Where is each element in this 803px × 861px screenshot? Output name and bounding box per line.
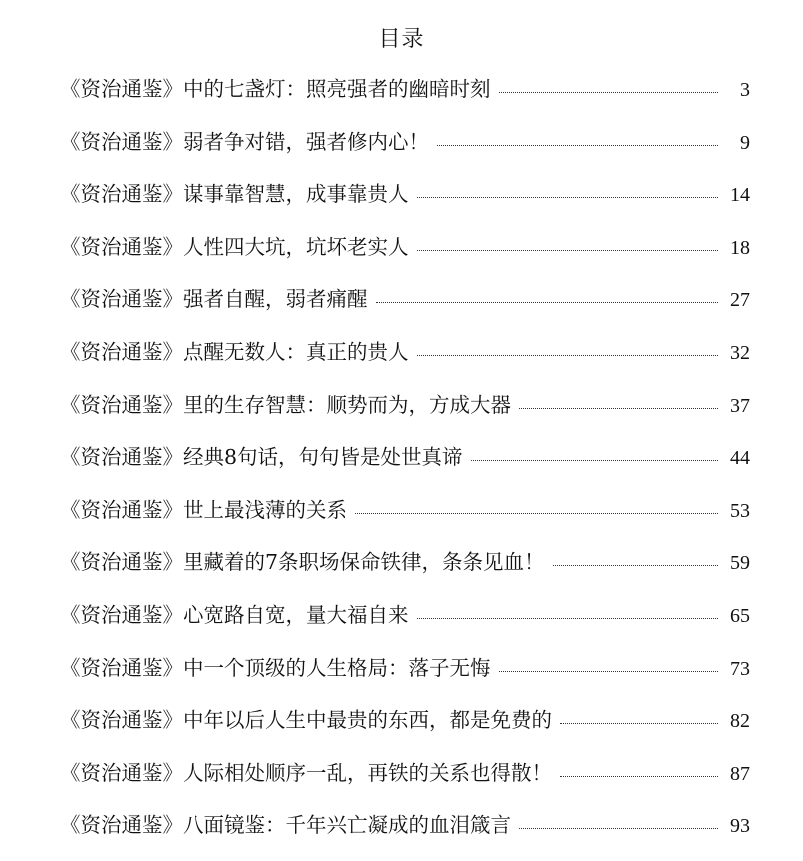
toc-page-number[interactable]: 18 — [730, 236, 750, 259]
toc-entry-title[interactable]: 《资治通鉴》谋事靠智慧，成事靠贵人 — [60, 182, 409, 207]
dot-leader — [417, 197, 719, 198]
toc-entry-title[interactable]: 《资治通鉴》强者自醒，弱者痛醒 — [60, 287, 368, 312]
toc-entry-title[interactable]: 《资治通鉴》世上最浅薄的关系 — [60, 497, 347, 522]
dot-leader — [355, 513, 718, 514]
toc-entry[interactable] — [60, 651, 750, 704]
dot-leader — [499, 92, 719, 93]
toc-page-number[interactable]: 93 — [730, 815, 750, 838]
toc-page-number[interactable]: 82 — [730, 710, 750, 733]
toc-page-number[interactable]: 53 — [730, 499, 750, 522]
toc-entry-title[interactable]: 《资治通鉴》心宽路自宽，量大福自来 — [60, 602, 409, 627]
dot-leader — [471, 460, 718, 461]
dot-leader — [417, 250, 719, 251]
toc-entry[interactable] — [60, 756, 750, 809]
dot-leader — [560, 723, 718, 724]
toc-page-number[interactable]: 44 — [730, 447, 750, 470]
toc-entry[interactable] — [60, 545, 750, 598]
dot-leader — [519, 828, 718, 829]
toc-entry-title[interactable]: 《资治通鉴》经典8句话，句句皆是处世真谛 — [60, 445, 463, 470]
toc-entry-title[interactable]: 《资治通鉴》弱者争对错，强者修内心！ — [60, 129, 429, 154]
toc-page-number[interactable]: 9 — [740, 131, 750, 154]
toc-entry[interactable] — [60, 388, 750, 441]
toc-entry[interactable] — [60, 598, 750, 651]
dot-leader — [417, 618, 719, 619]
toc-entry[interactable] — [60, 808, 750, 861]
dot-leader — [417, 355, 719, 356]
toc-page-number[interactable]: 73 — [730, 657, 750, 680]
toc-page-number[interactable]: 27 — [730, 289, 750, 312]
toc-page-number[interactable]: 37 — [730, 394, 750, 417]
toc-entry[interactable] — [60, 177, 750, 230]
toc-entry[interactable] — [60, 703, 750, 756]
toc-entry-title[interactable]: 《资治通鉴》里的生存智慧：顺势而为，方成大器 — [60, 392, 511, 417]
toc-entry[interactable] — [60, 72, 750, 125]
toc-page-number[interactable]: 65 — [730, 604, 750, 627]
toc-entry[interactable] — [60, 440, 750, 493]
toc-entry[interactable] — [60, 282, 750, 335]
toc-entry[interactable] — [60, 230, 750, 283]
dot-leader — [437, 145, 718, 146]
toc-page-number[interactable]: 14 — [730, 184, 750, 207]
toc-entry-title[interactable]: 《资治通鉴》里藏着的7条职场保命铁律，条条见血！ — [60, 550, 545, 575]
toc-entry-title[interactable]: 《资治通鉴》点醒无数人：真正的贵人 — [60, 339, 409, 364]
toc-entry[interactable] — [60, 493, 750, 546]
dot-leader — [376, 302, 719, 303]
dot-leader — [553, 565, 718, 566]
toc-list — [60, 72, 750, 861]
toc-page-number[interactable]: 3 — [740, 79, 750, 101]
toc-page-number[interactable]: 87 — [730, 762, 750, 785]
dot-leader — [499, 671, 719, 672]
toc-entry-title[interactable]: 《资治通鉴》人际相处顺序一乱，再铁的关系也得散！ — [60, 760, 552, 785]
toc-entry[interactable] — [60, 335, 750, 388]
toc-page-number[interactable]: 32 — [730, 341, 750, 364]
dot-leader — [560, 776, 718, 777]
toc-entry-title[interactable]: 《资治通鉴》中年以后人生中最贵的东西，都是免费的 — [60, 708, 552, 733]
toc-entry-title[interactable]: 《资治通鉴》人性四大坑，坑坏老实人 — [60, 234, 409, 259]
toc-entry-title[interactable]: 《资治通鉴》八面镜鉴：千年兴亡凝成的血泪箴言 — [60, 813, 511, 838]
toc-entry-title[interactable]: 《资治通鉴》中一个顶级的人生格局：落子无悔 — [60, 655, 491, 680]
toc-entry[interactable] — [60, 125, 750, 178]
dot-leader — [519, 408, 718, 409]
toc-entry-title[interactable]: 《资治通鉴》中的七盏灯：照亮强者的幽暗时刻 — [60, 77, 491, 101]
toc-page-number[interactable]: 59 — [730, 552, 750, 575]
toc-title: 目录 — [378, 27, 425, 52]
